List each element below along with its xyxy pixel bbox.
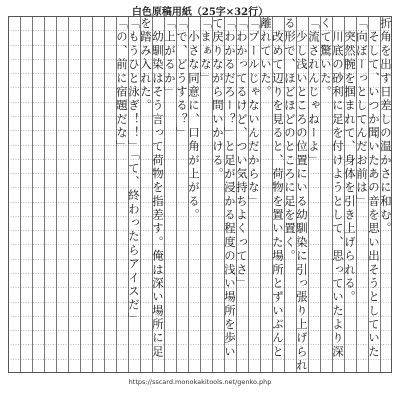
footer-url: https://sscard.monokakitools.net/genko.php — [128, 378, 272, 386]
column-7: 「流されんじゃねーよ」 — [307, 17, 321, 168]
column-14: 「わかるだろー？」と足が浸かる程度の浅い場所を歩い — [223, 17, 237, 360]
column-3: 「向ぼーっとしてんだお前は」 — [355, 17, 369, 209]
column-8: 少し浅いところの位置にいる幼馴染に引っ張り上げられ — [295, 17, 309, 373]
column-5: 川底の砂利に足を付けようとして、思っていたより深 — [331, 17, 345, 360]
column-12: 「プールじゃないんだからな」 — [247, 17, 261, 209]
column-1: 折角を出す日差しの温かさに和む。 — [379, 17, 393, 237]
column-13: 「わかってるけど、つい気持ちよくってさ」 — [235, 17, 249, 291]
manuscript-grid — [8, 16, 392, 373]
column-23: 「の、前に宿題だな」 — [115, 17, 129, 154]
column-11: 離れていた。 — [259, 17, 273, 100]
column-17: 小さな同意に、口角が上がる。 — [187, 17, 201, 223]
column-16: 「まぁな」 — [199, 17, 213, 86]
sheet-title: 白色原稿用紙（25字×32行） — [131, 7, 269, 18]
column-10: 改めて辺りを見ると、荷物を置いた場所とずいぶんと — [271, 17, 285, 360]
column-18: 「で、どうする？」 — [175, 17, 189, 141]
column-19: 「上がるか」 — [163, 17, 177, 100]
column-9: る形で、ほどほどのところに足を置く。 — [283, 17, 297, 264]
column-22: 「もうひと泳ぎ！！」「て、終わったらアイスだ」 — [127, 17, 141, 327]
column-6: くて驚いた。 — [319, 17, 333, 100]
column-2: そして、いつか聞いたあの音を思い出そうとしていた — [367, 17, 381, 360]
column-15: て戻りながら問いかける。 — [211, 17, 225, 182]
column-20: 幼馴染はそう言って荷物を指差す。俺は深い場所に足 — [151, 17, 165, 360]
column-4: 突然腕を掴まれて、身体を引き上げられる。 — [343, 17, 357, 305]
column-21: を踏み入れた。 — [139, 17, 153, 113]
